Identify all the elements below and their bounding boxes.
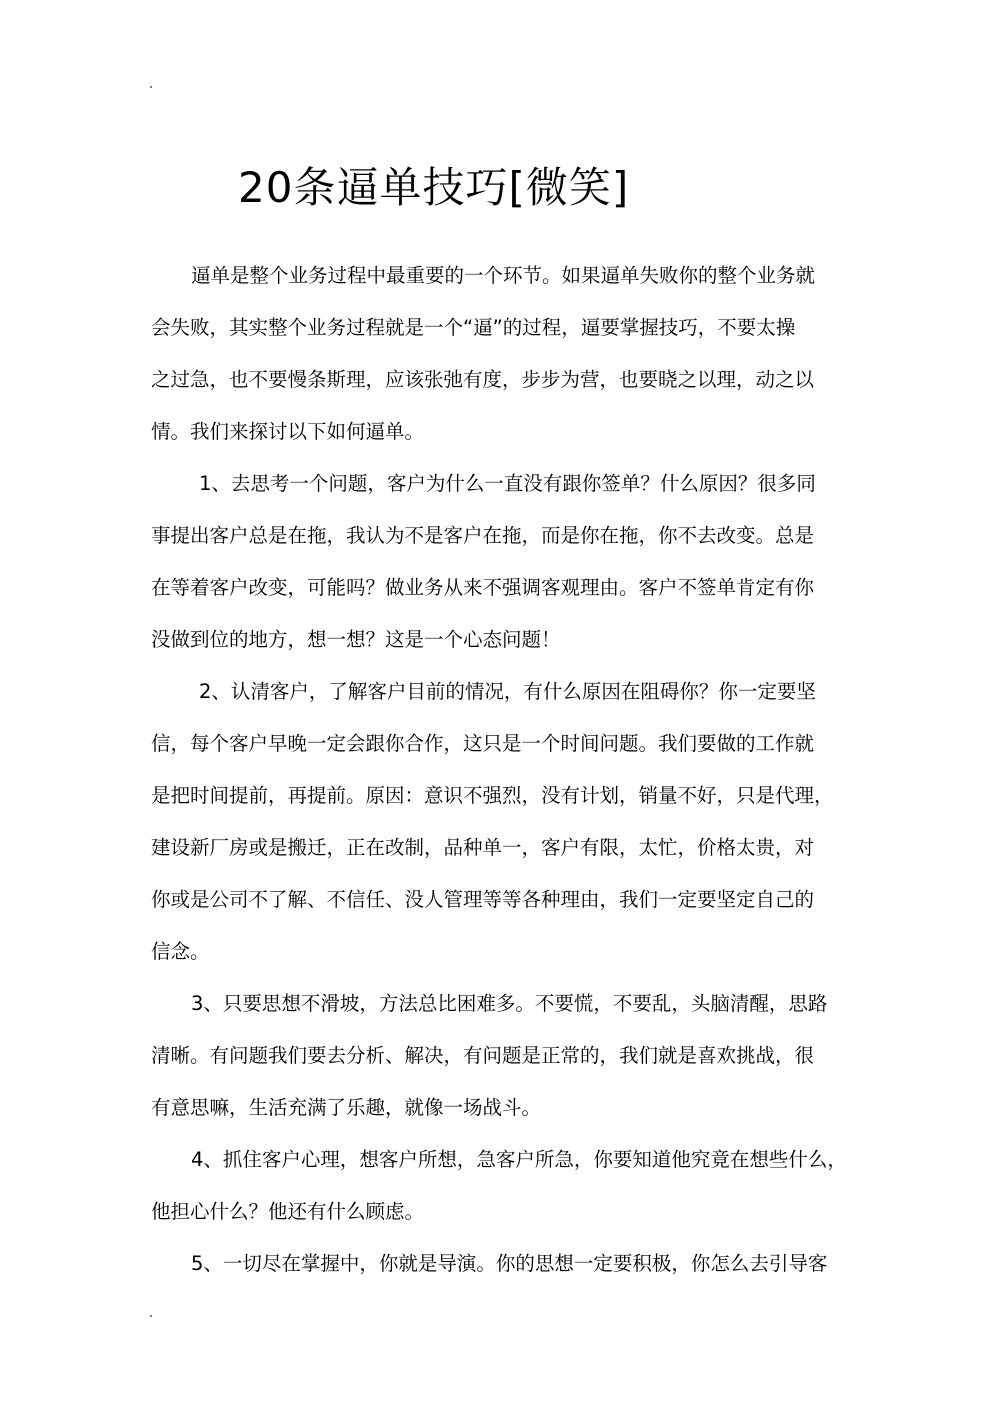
paragraph-line: 没做到位的地方，想一想？这是一个心态问题！ bbox=[151, 628, 561, 651]
paragraph-line: 有意思嘛，生活充满了乐趣，就像一场战斗。 bbox=[151, 1096, 542, 1119]
paragraph-line: 在等着客户改变，可能吗？做业务从来不强调客观理由。客户不签单肯定有你 bbox=[151, 576, 815, 599]
paragraph-line: 是把时间提前，再提前。原因：意识不强烈，没有计划，销量不好，只是代理， bbox=[151, 784, 834, 807]
paragraph-line: 之过急，也不要慢条斯理，应该张弛有度，步步为营，也要晓之以理，动之以 bbox=[151, 368, 815, 391]
paragraph-line: 5、一切尽在掌握中，你就是导演。你的思想一定要积极，你怎么去引导客 bbox=[191, 1252, 828, 1275]
document-title: 20条逼单技巧[微笑] bbox=[238, 163, 630, 213]
paragraph-line: 会失败，其实整个业务过程就是一个“逼”的过程，逼要掌握技巧，不要太操 bbox=[151, 316, 796, 339]
paragraph-line: 清晰。有问题我们要去分析、解决，有问题是正常的，我们就是喜欢挑战，很 bbox=[151, 1044, 815, 1067]
paragraph-line: 逼单是整个业务过程中最重要的一个环节。如果逼单失败你的整个业务就 bbox=[191, 264, 816, 287]
paragraph-line: 2、认清客户，了解客户目前的情况，有什么原因在阻碍你？你一定要坚 bbox=[199, 680, 816, 703]
paragraph-line: 情。我们来探讨以下如何逼单。 bbox=[151, 420, 425, 443]
paragraph-line: 事提出客户总是在拖，我认为不是客户在拖，而是你在拖，你不去改变。总是 bbox=[151, 524, 815, 547]
paragraph-line: 信，每个客户早晚一定会跟你合作，这只是一个时间问题。我们要做的工作就 bbox=[151, 732, 815, 755]
paragraph-line: 4、抓住客户心理，想客户所想，急客户所急，你要知道他究竟在想些什么， bbox=[191, 1148, 847, 1171]
paragraph-line: 他担心什么？他还有什么顾虑。 bbox=[151, 1200, 425, 1223]
page-marker-top bbox=[150, 86, 152, 88]
paragraph-line: 你或是公司不了解、不信任、没人管理等等各种理由，我们一定要坚定自己的 bbox=[151, 888, 815, 911]
paragraph-line: 信念。 bbox=[151, 940, 210, 963]
page-marker-bottom bbox=[150, 1315, 152, 1317]
paragraph-line: 3、只要思想不滑坡，方法总比困难多。不要慌，不要乱，头脑清醒，思路 bbox=[191, 992, 828, 1015]
paragraph-line: 1、去思考一个问题，客户为什么一直没有跟你签单？什么原因？很多同 bbox=[199, 472, 816, 495]
paragraph-line: 建设新厂房或是搬迁，正在改制，品种单一，客户有限，太忙，价格太贵，对 bbox=[151, 836, 815, 859]
